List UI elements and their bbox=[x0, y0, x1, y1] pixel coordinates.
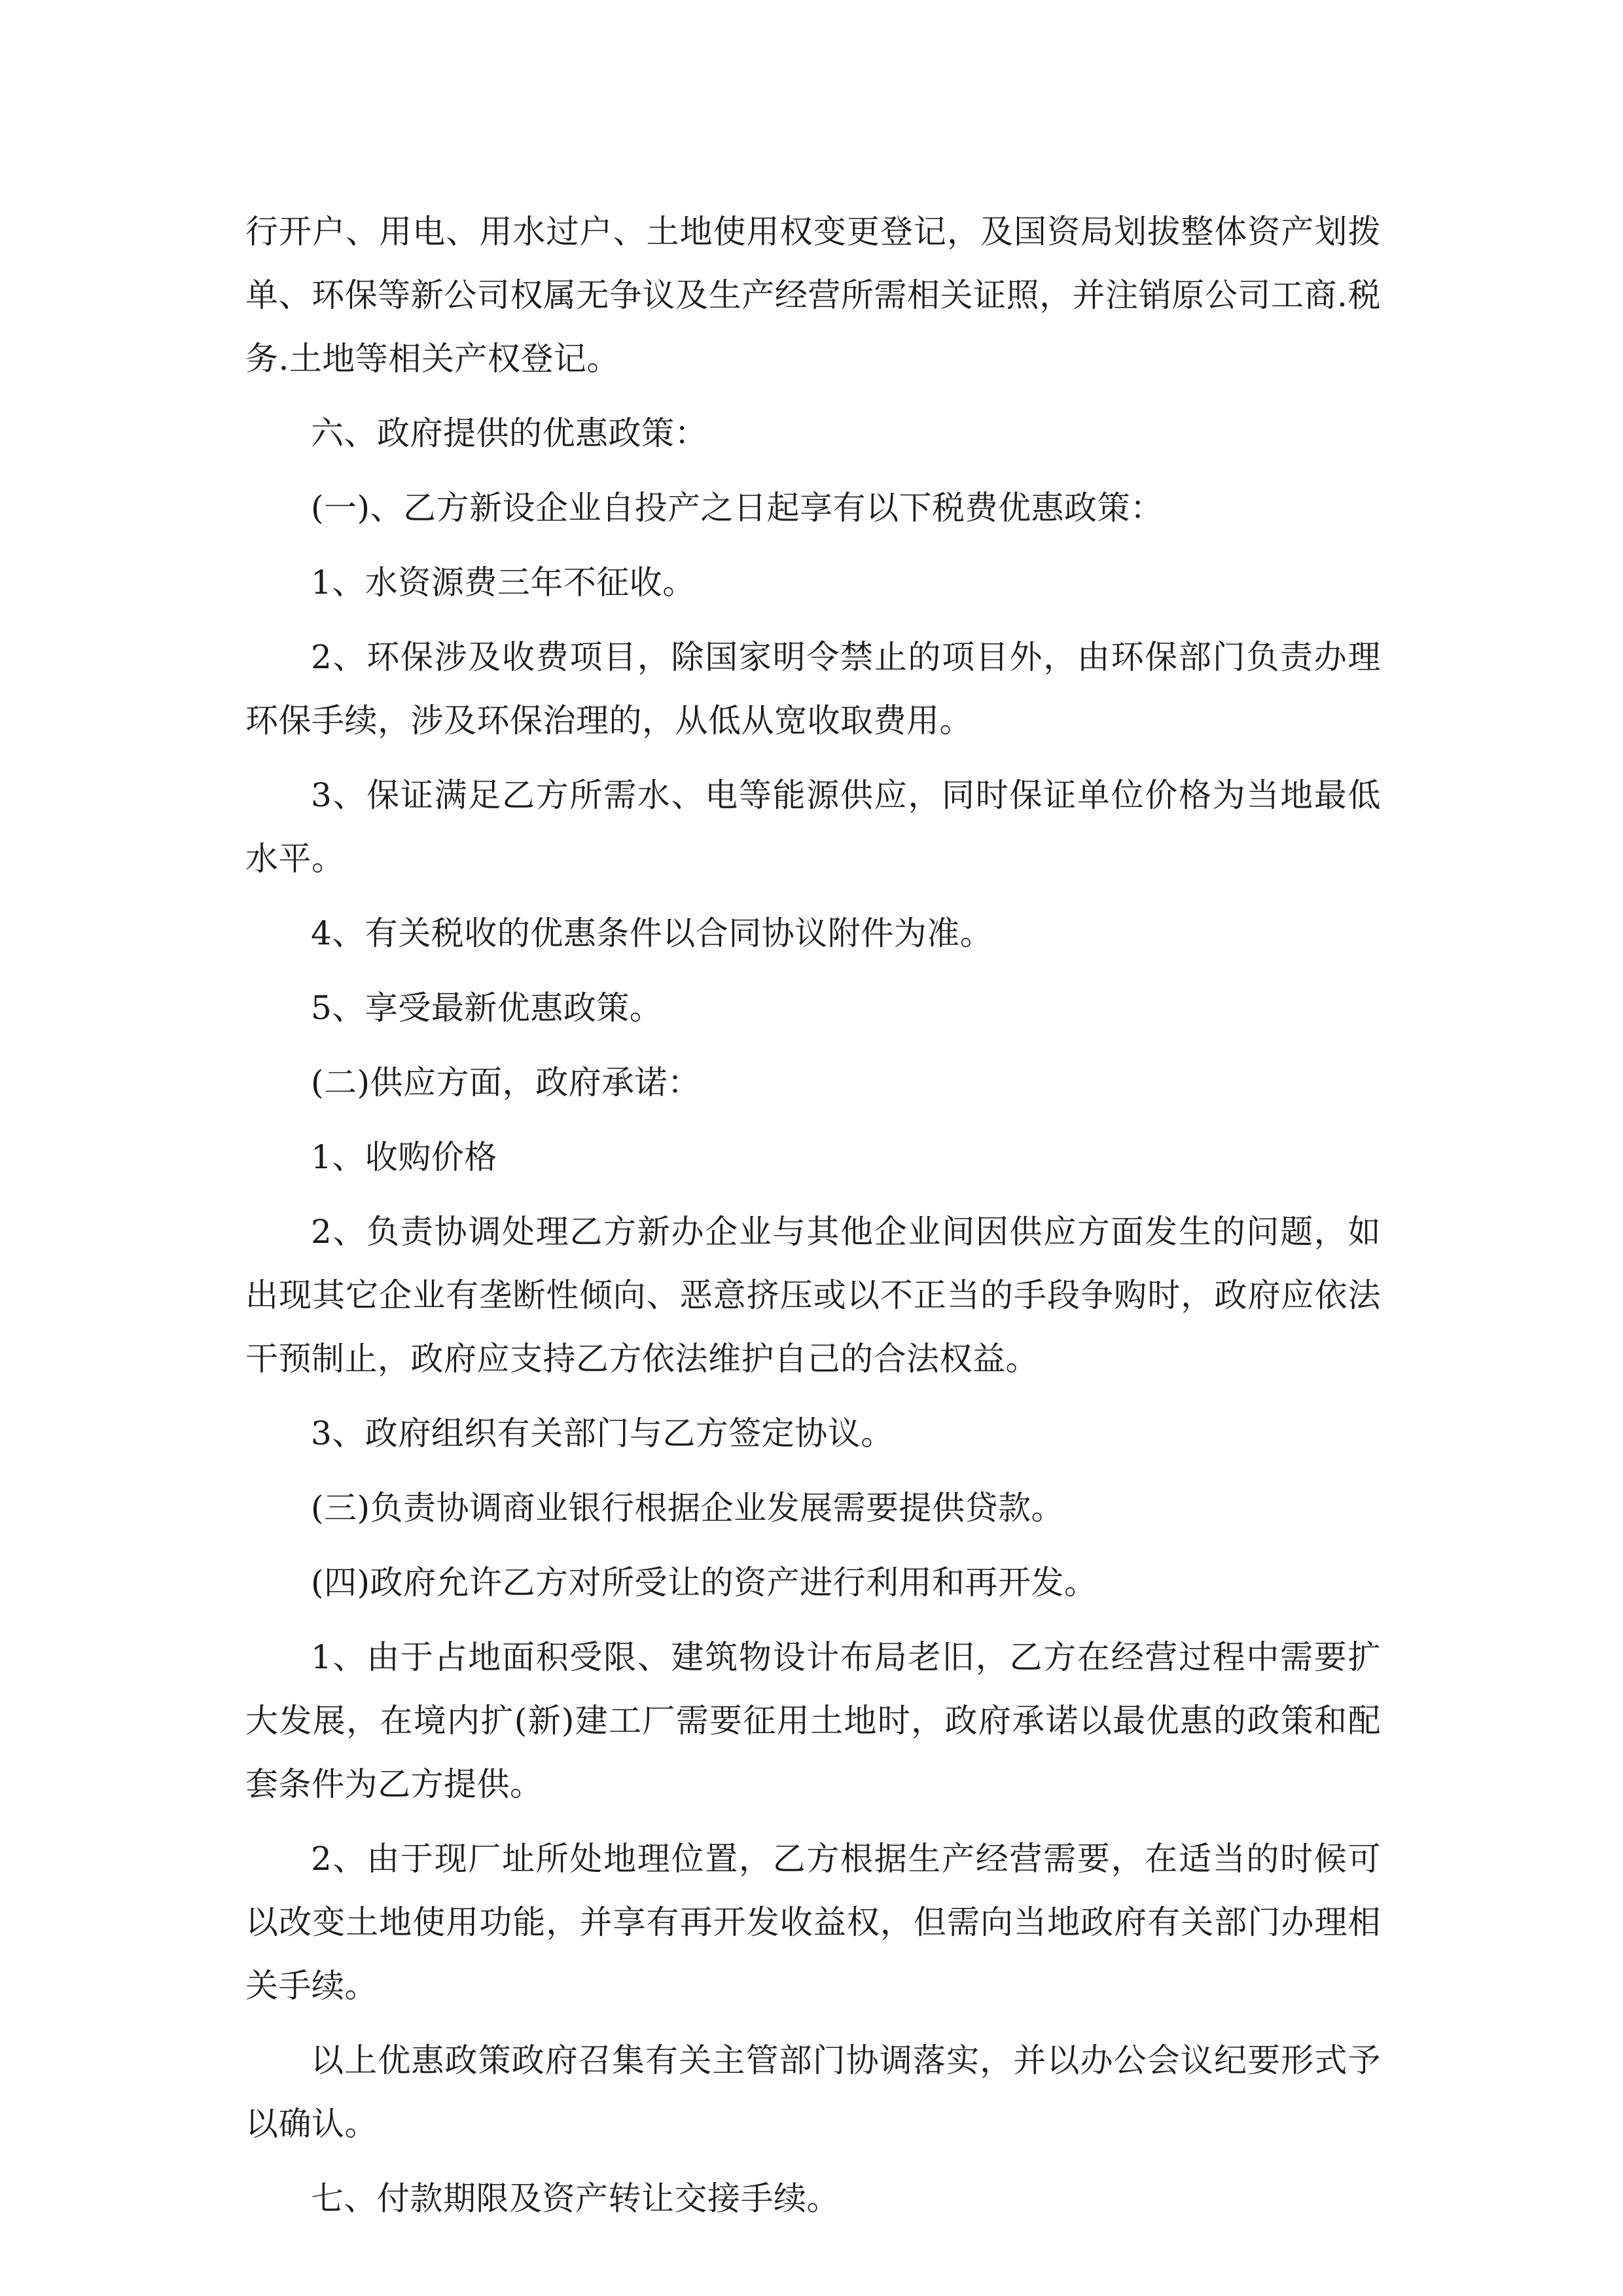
subsection-one-heading: (一)、乙方新设企业自投产之日起享有以下税费优惠政策： bbox=[311, 489, 1164, 527]
document-body bbox=[245, 200, 1381, 2242]
clause-item: 3、保证满足乙方所需水、电等能源供应，同时保证单位价格为当地最低水平。 bbox=[245, 776, 1381, 878]
clause-item: 1、收购价格 bbox=[311, 1138, 497, 1176]
subsection-two-heading: (二)供应方面，政府承诺： bbox=[311, 1064, 701, 1102]
clause-item: 3、政府组织有关部门与乙方签定协议。 bbox=[311, 1414, 894, 1452]
clause-item: 2、负责协调处理乙方新办企业与其他企业间因供应方面发生的问题，如出现其它企业有垄断性倾向、恶意挤压或以不正当的手段争购时，政府应依法干预制止，政府应支持乙方依法维护自己的合法权益。 bbox=[245, 1213, 1381, 1378]
section-six-heading: 六、政府提供的优惠政策： bbox=[311, 414, 707, 452]
clause-item: 1、由于占地面积受限、建筑物设计布局老旧，乙方在经营过程中需要扩大发展，在境内扩(新)建工厂需要征用土地时，政府承诺以最优惠的政策和配套条件为乙方提供。 bbox=[245, 1638, 1381, 1803]
subsection-three-heading: (三)负责协调商业银行根据企业发展需要提供贷款。 bbox=[311, 1489, 1065, 1527]
paragraph-continuation: 行开户、用电、用水过户、土地使用权变更登记，及国资局划拔整体资产划拨单、环保等新公司权属无争议及生产经营所需相关证照，并注销原公司工商.税务.土地等相关产权登记。 bbox=[245, 213, 1381, 378]
section-seven-heading: 七、付款期限及资产转让交接手续。 bbox=[311, 2179, 840, 2217]
clause-item: 2、由于现厂址所处地理位置，乙方根据生产经营需要，在适当的时候可以改变土地使用功能，并享有再开发收益权，但需向当地政府有关部门办理相关手续。 bbox=[245, 1840, 1381, 2005]
subsection-four-heading: (四)政府允许乙方对所受让的资产进行利用和再开发。 bbox=[311, 1564, 1097, 1602]
clause-item: 5、享受最新优惠政策。 bbox=[311, 989, 663, 1027]
clause-item: 1、水资源费三年不征收。 bbox=[311, 564, 696, 601]
clause-item: 4、有关税收的优惠条件以合同协议附件为准。 bbox=[311, 914, 993, 952]
summary-paragraph: 以上优惠政策政府召集有关主管部门协调落实，并以办公会议纪要形式予以确认。 bbox=[245, 2041, 1381, 2143]
clause-item: 2、环保涉及收费项目，除国家明令禁止的项目外，由环保部门负责办理环保手续，涉及环保治理的，从低从宽收取费用。 bbox=[245, 638, 1381, 740]
